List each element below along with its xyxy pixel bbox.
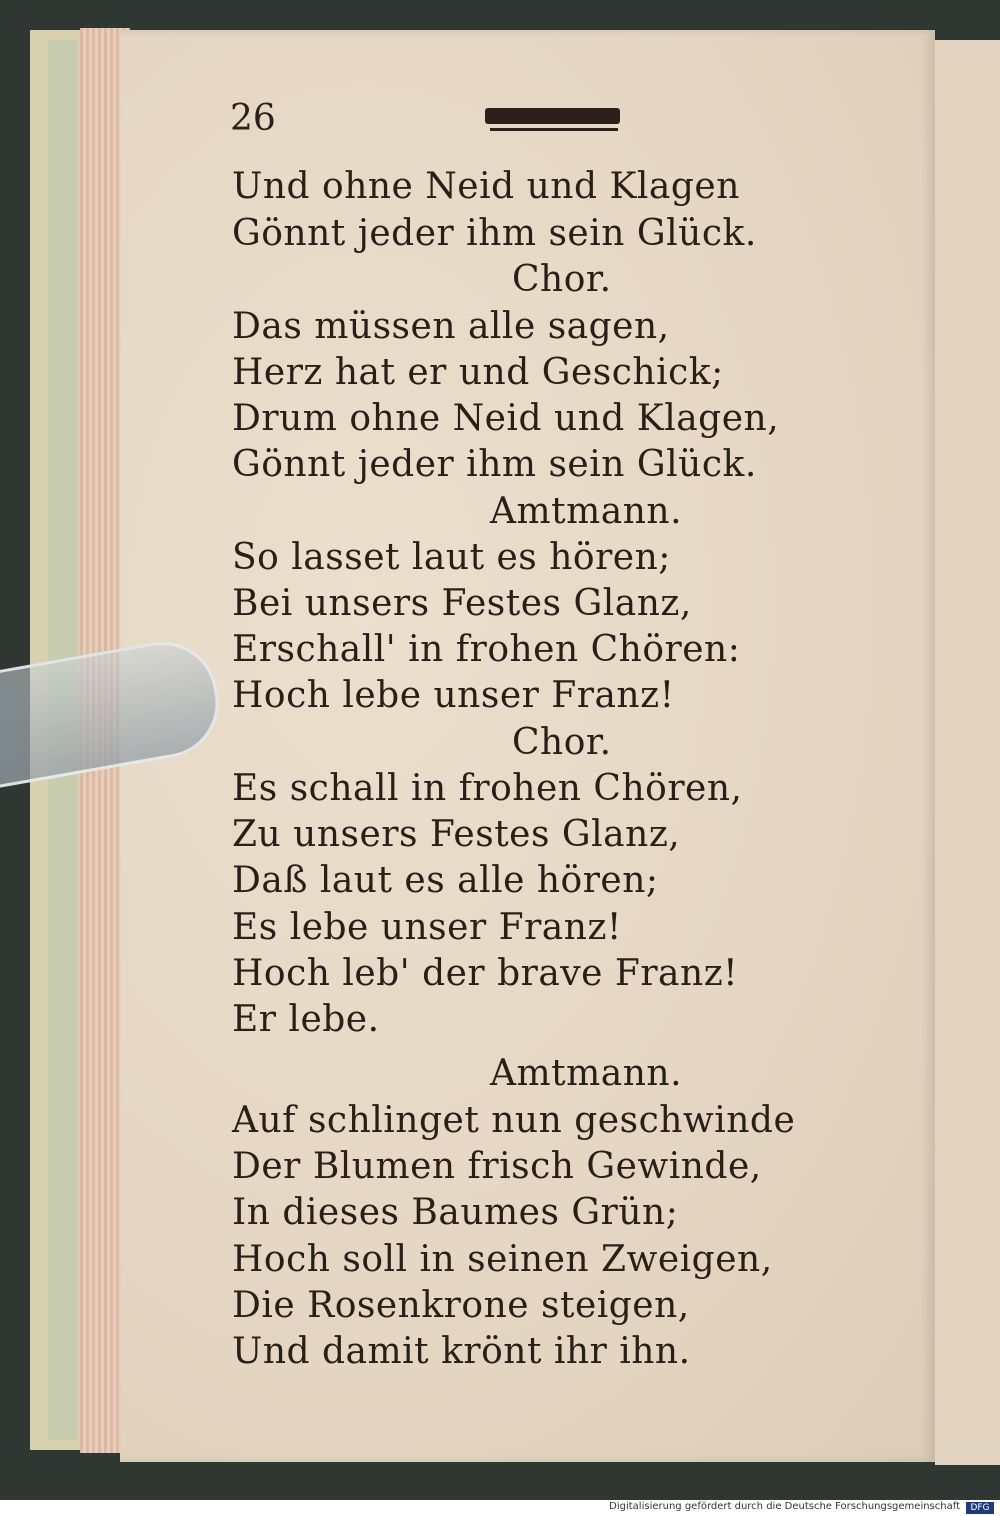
- verse-line: Gönnt jeder ihm sein Glück.: [232, 213, 757, 254]
- footer-credit: Digitalisierung gefördert durch die Deutsche Forschungsgemeinschaft: [609, 1501, 960, 1512]
- facing-page-edge: [935, 40, 1000, 1465]
- verse-line: Der Blumen frisch Gewinde,: [232, 1146, 762, 1187]
- verse-line: Bei unsers Festes Glanz,: [232, 583, 692, 624]
- verse-line: Gönnt jeder ihm sein Glück.: [232, 444, 757, 485]
- verse-line: Hoch soll in seinen Zweigen,: [232, 1239, 773, 1280]
- speaker-heading: Amtmann.: [490, 491, 683, 532]
- verse-line: Er lebe.: [232, 999, 380, 1040]
- verse-line: Auf schlinget nun geschwinde: [232, 1100, 796, 1141]
- verse-line: Die Rosenkrone steigen,: [232, 1285, 690, 1326]
- verse-line: Daß laut es alle hören;: [232, 860, 659, 901]
- verse-line: Es lebe unser Franz!: [232, 907, 622, 948]
- verse-line: Drum ohne Neid und Klagen,: [232, 398, 780, 439]
- speaker-heading: Amtmann.: [490, 1053, 683, 1094]
- verse-line: Erschall' in frohen Chören:: [232, 629, 741, 670]
- footer-bar: [0, 1500, 1000, 1516]
- header-rule: [490, 128, 618, 131]
- header-ornament: [485, 108, 620, 124]
- verse-line: Hoch leb' der brave Franz!: [232, 953, 739, 994]
- verse-line: In dieses Baumes Grün;: [232, 1192, 679, 1233]
- verse-line: Hoch lebe unser Franz!: [232, 675, 675, 716]
- verse-line: Zu unsers Festes Glanz,: [232, 814, 681, 855]
- speaker-heading: Chor.: [512, 259, 612, 300]
- verse-line: Und damit krönt ihr ihn.: [232, 1331, 691, 1372]
- page-number: 26: [230, 98, 276, 139]
- verse-line: Und ohne Neid und Klagen: [232, 166, 740, 207]
- verse-line: Das müssen alle sagen,: [232, 306, 670, 347]
- speaker-heading: Chor.: [512, 722, 612, 763]
- verse-line: Es schall in frohen Chören,: [232, 768, 743, 809]
- verse-line: So lasset laut es hören;: [232, 537, 671, 578]
- verse-line: Herz hat er und Geschick;: [232, 352, 724, 393]
- dfg-logo-badge: DFG: [966, 1502, 994, 1514]
